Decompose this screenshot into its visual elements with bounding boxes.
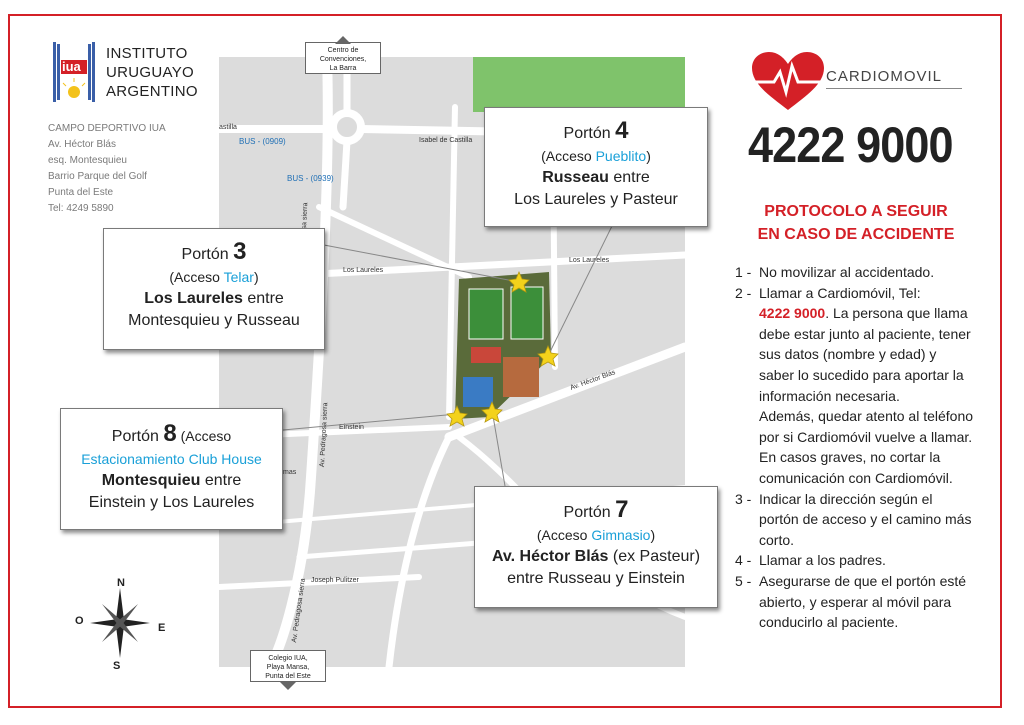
- step-5: [735, 571, 975, 633]
- compass-icon: [88, 586, 152, 660]
- street-mas: mas: [283, 469, 297, 476]
- step-number: 2 -: [735, 284, 752, 301]
- step-text: No movilizar al accidentado.: [759, 264, 935, 280]
- step-text: Llamar a los padres.: [759, 552, 886, 569]
- step-text: . La persona que llama debe estar junto al paciente, tener sus datos (nombre y edad) y saber lo sucedido para aportar la información necesaria.: [759, 305, 971, 404]
- dir-line: Convenciones,: [319, 56, 367, 63]
- dir-line: La Barra: [329, 65, 357, 72]
- cardiomovil-brand: CARDIOMOVIL: [826, 68, 943, 85]
- street-laureles-1: Los Laureles: [343, 267, 384, 274]
- protocol-title-line: PROTOCOLO A SEGUIR: [764, 203, 948, 220]
- gate-8-callout: [60, 408, 283, 530]
- dir-line: Playa Mansa,: [266, 664, 310, 671]
- access-name: Estacionamiento Club House: [81, 451, 262, 467]
- north-destination: [305, 42, 381, 74]
- address-line: CAMPO DEPORTIVO IUA: [48, 123, 166, 134]
- address-line: Punta del Este: [48, 187, 114, 198]
- gate-number: 3: [233, 238, 247, 265]
- gate-word: Portón: [563, 125, 611, 142]
- gate-line3: Einstein y Los Laureles: [88, 494, 255, 511]
- south-destination: [250, 650, 326, 682]
- compass-n: N: [117, 577, 125, 589]
- step-text: En casos graves, no cortar la comunicación con Cardiomóvil.: [759, 449, 953, 486]
- street-pedragosa-2: Av. Pedragosa sierra: [319, 402, 330, 468]
- step-text: Además, quedar atento al teléfono por si Cardiomóvil vuelve a llamar.: [759, 408, 974, 445]
- compass-o: O: [75, 615, 84, 627]
- gate-street-rest: entre: [200, 472, 242, 489]
- star-icon: [538, 346, 558, 366]
- step-2: [735, 283, 975, 489]
- step-4: [735, 550, 975, 571]
- arrow-up-icon: [335, 36, 351, 44]
- name-line: INSTITUTO: [106, 45, 188, 62]
- step-text: Indicar la dirección según el portón de acceso y el camino más corto.: [759, 490, 972, 548]
- street-hector-blas: Av. Héctor Blás: [569, 369, 617, 392]
- access-name: Gimnasio: [591, 527, 651, 543]
- arrow-down-icon: [280, 682, 296, 690]
- emergency-phone: 4222 9000: [748, 117, 953, 173]
- gate-word: Portón: [181, 246, 229, 263]
- access-suffix: ): [253, 269, 259, 285]
- gate-street-rest: entre: [608, 169, 650, 186]
- address-line: Tel: 4249 5890: [48, 203, 114, 214]
- step-1: [735, 262, 975, 283]
- gate-word: Portón: [111, 428, 159, 445]
- star-icon: [447, 406, 467, 426]
- step-number: 1 -: [735, 264, 752, 280]
- compass-s: S: [113, 660, 121, 672]
- gate-street: Montesquieu: [101, 472, 201, 489]
- street-isabel: Isabel de Castilla: [419, 137, 473, 144]
- gate-word: Portón: [563, 504, 611, 521]
- access-name: Telar: [223, 269, 254, 285]
- street-einstein: Einstein: [339, 424, 364, 431]
- bus-stop-0909: BUS - (0909): [239, 137, 286, 146]
- street-castilla: astilla: [219, 124, 237, 131]
- step-number: 5 -: [735, 572, 752, 589]
- access-prefix: (Acceso: [536, 527, 592, 543]
- gate-street-rest: entre: [242, 290, 284, 307]
- access-suffix: ): [646, 148, 651, 164]
- access-prefix: (Acceso: [169, 269, 224, 285]
- protocol-steps: [735, 262, 975, 633]
- step-phone: 4222 9000: [759, 305, 826, 322]
- brand-underline: [826, 88, 962, 89]
- access-suffix: ): [650, 527, 656, 543]
- star-icon: [509, 272, 529, 292]
- name-line: URUGUAYO: [106, 64, 194, 81]
- gate-street: Av. Héctor Blás: [491, 548, 609, 565]
- step-3: [735, 489, 975, 551]
- step-number: 3 -: [735, 490, 752, 507]
- gate-number: 4: [615, 117, 629, 144]
- access-prefix: (Acceso: [541, 148, 596, 164]
- compass-e: E: [158, 622, 166, 634]
- gate-4-callout: [484, 107, 708, 227]
- protocol-title-line: EN CASO DE ACCIDENTE: [757, 226, 955, 243]
- gate-line3: Los Laureles y Pasteur: [514, 191, 678, 208]
- access-prefix: (Acceso: [176, 428, 232, 444]
- address-line: Barrio Parque del Golf: [48, 171, 147, 182]
- gate-street: Los Laureles: [144, 290, 243, 307]
- step-text: Llamar a Cardiomóvil, Tel:: [759, 284, 921, 301]
- logo-lettering: iua: [62, 59, 81, 74]
- gate-line3: entre Russeau y Einstein: [507, 570, 685, 587]
- dir-line: Colegio IUA,: [268, 655, 308, 662]
- street-pulitzer: Joseph Pulitzer: [311, 577, 359, 584]
- name-line: ARGENTINO: [106, 83, 198, 100]
- step-text: Asegurarse de que el portón esté abierto, y esperar al móvil para conducirlo al paciente.: [759, 572, 967, 631]
- street-laureles-2: Los Laureles: [569, 257, 610, 264]
- gate-3-callout: [103, 228, 325, 350]
- gate-7-callout: [474, 486, 718, 608]
- step-number: 4 -: [735, 552, 752, 569]
- gate-line3: Montesquieu y Russeau: [128, 312, 300, 329]
- heart-logo-icon: [750, 50, 826, 112]
- address-line: Av. Héctor Blás: [48, 139, 116, 150]
- protocol-title: [735, 200, 977, 246]
- gate-number: 8: [163, 420, 177, 447]
- gate-street-rest: (ex Pasteur): [608, 548, 701, 565]
- street-pedragosa-3: Av. Pedragosa sierra: [291, 577, 307, 643]
- dir-line: Centro de: [327, 47, 359, 54]
- dir-line: Punta del Este: [265, 673, 311, 680]
- access-name: Pueblito: [595, 148, 647, 164]
- star-icon: [482, 402, 502, 422]
- gate-street: Russeau: [542, 169, 609, 186]
- bus-stop-0939: BUS - (0939): [287, 174, 334, 183]
- gate-number: 7: [615, 496, 629, 523]
- address-line: esq. Montesquieu: [48, 155, 127, 166]
